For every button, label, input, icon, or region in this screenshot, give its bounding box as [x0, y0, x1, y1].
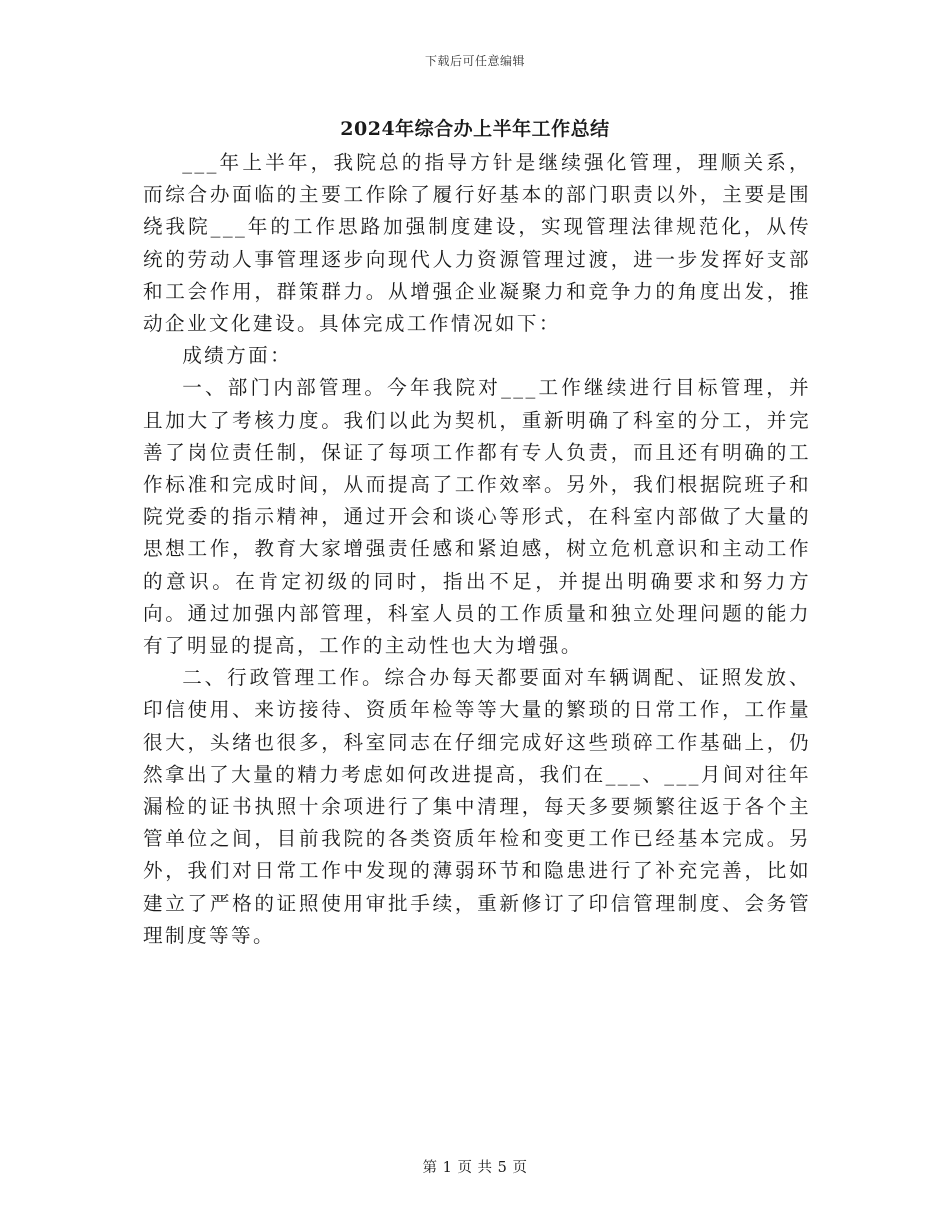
header-note: 下载后可任意编辑 [424, 54, 525, 68]
page-indicator: 第 1 页 共 5 页 [422, 1160, 528, 1176]
document-body [143, 147, 811, 952]
paragraph-administrative-work: 二、行政管理工作。综合办每天都要面对车辆调配、证照发放、印信使用、来访接待、资质年检等等大量的繁琐的日常工作，工作量很大，头绪也很多，科室同志在仔细完成好这些琐碎工作基础上，仍然拿出了大量的精力考虑如何改进提高，我们在___、___月间对往年漏检的证书执照十余项进行了集中清理，每天多要频繁往返于各个主管单位之间，目前我院的各类资质年检和变更工作已经基本完成。另外，我们对日常工作中发现的薄弱环节和隐患进行了补充完善，比如建立了严格的证照使用审批手续，重新修订了印信管理制度、会务管理制度等等。 [143, 666, 811, 947]
paragraph-internal-management: 一、部门内部管理。今年我院对___工作继续进行目标管理，并且加大了考核力度。我们以此为契机，重新明确了科室的分工，并完善了岗位责任制，保证了每项工作都有专人负责，而且还有明确的工作标准和完成时间，从而提高了工作效率。另外，我们根据院班子和院党委的指示精神，通过开会和谈心等形式，在科室内部做了大量的思想工作，教育大家增强责任感和紧迫感，树立危机意识和主动工作的意识。在肯定初级的同时，指出不足，并提出明确要求和努力方向。通过加强内部管理，科室人员的工作质量和独立处理问题的能力有了明显的提高，工作的主动性也大为增强。 [143, 376, 811, 658]
paragraph-intro: ___年上半年，我院总的指导方针是继续强化管理，理顺关系，而综合办面临的主要工作除了履行好基本的部门职责以外，主要是围绕我院___年的工作思路加强制度建设，实现管理法律规范化，从传统的劳动人事管理逐步向现代人力资源管理过渡，进一步发挥好支部和工会作用，群策群力。从增强企业凝聚力和竞争力的角度出发，推动企业文化建设。具体完成工作情况如下： [143, 151, 811, 336]
document-title: 2024年综合办上半年工作总结 [340, 118, 610, 140]
paragraph-achievements-heading: 成绩方面： [182, 344, 293, 368]
